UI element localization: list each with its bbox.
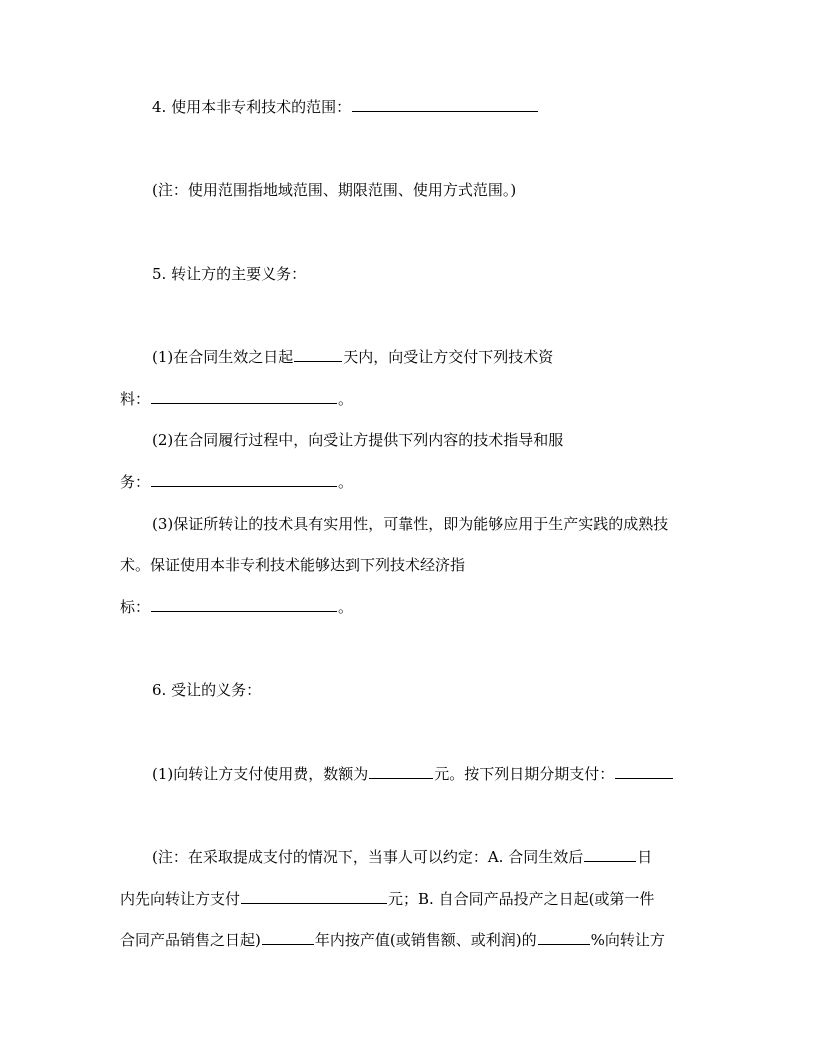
item-5-line bbox=[152, 264, 306, 284]
years-blank[interactable] bbox=[262, 930, 314, 945]
note-2-text-c: 内先向转让方支付 bbox=[120, 890, 241, 908]
days-after-effect-blank[interactable] bbox=[584, 847, 636, 862]
item-5-3-cont2-line bbox=[120, 597, 353, 617]
item-5-2-line bbox=[152, 430, 563, 450]
item-5-2-text-b: 务： bbox=[120, 473, 151, 491]
item-5-3-cont-line bbox=[120, 555, 465, 575]
prepayment-blank[interactable] bbox=[241, 889, 387, 904]
note-2-text-d: 元；B. 自合同产品投产之日起(或第一件 bbox=[388, 890, 655, 908]
period: 。 bbox=[338, 473, 354, 491]
note-2-cont-line bbox=[120, 889, 654, 909]
item-5-1-text-a: (1)在合同生效之日起 bbox=[152, 348, 294, 366]
item-5-3-text-a: (3)保证所转让的技术具有实用性，可靠性，即为能够应用于生产实践的成熟技 bbox=[152, 515, 669, 533]
item-6-1-line bbox=[152, 764, 674, 784]
note-1-line bbox=[152, 180, 516, 200]
period: 。 bbox=[338, 390, 354, 408]
note-scope: (注：使用范围指地域范围、期限范围、使用方式范围。) bbox=[152, 181, 517, 199]
item-6-line bbox=[152, 680, 261, 700]
fee-amount-blank[interactable] bbox=[369, 764, 433, 779]
payment-dates-blank[interactable] bbox=[615, 764, 673, 779]
item-4-label: 4. 使用本非专利技术的范围： bbox=[152, 98, 352, 116]
note-2-text-e: 合同产品销售之日起) bbox=[120, 931, 261, 949]
item-5-3-text-b: 术。保证使用本非专利技术能够达到下列技术经济指 bbox=[120, 556, 466, 574]
item-5-2-cont-line bbox=[120, 472, 353, 492]
item-5-1-line bbox=[152, 347, 553, 367]
item-5-label: 5. 转让方的主要义务： bbox=[152, 265, 307, 283]
item-5-1-text-c: 料： bbox=[120, 390, 151, 408]
item-6-label: 6. 受让的义务： bbox=[152, 681, 262, 699]
note-2-text-g: %向转让方 bbox=[590, 931, 665, 949]
item-5-3-text-c: 标： bbox=[120, 598, 151, 616]
note-2-cont2-line bbox=[120, 930, 665, 950]
period: 。 bbox=[338, 598, 354, 616]
indicators-blank[interactable] bbox=[151, 597, 337, 612]
item-5-1-cont-line bbox=[120, 389, 353, 409]
item-5-3-line bbox=[152, 514, 668, 534]
item-4-line bbox=[152, 97, 539, 117]
note-2-text-b: 日 bbox=[637, 848, 653, 866]
item-5-1-text-b: 天内，向受让方交付下列技术资 bbox=[343, 348, 554, 366]
item-6-1-text-b: 元。按下列日期分期支付： bbox=[434, 765, 615, 783]
materials-blank[interactable] bbox=[151, 389, 337, 404]
item-5-2-text-a: (2)在合同履行过程中，向受让方提供下列内容的技术指导和服 bbox=[152, 431, 564, 449]
days-blank[interactable] bbox=[294, 347, 342, 362]
note-2-text-a: (注：在采取提成支付的情况下，当事人可以约定：A. 合同生效后 bbox=[152, 848, 584, 866]
percent-blank[interactable] bbox=[538, 930, 590, 945]
item-6-1-text-a: (1)向转让方支付使用费，数额为 bbox=[152, 765, 369, 783]
guidance-blank[interactable] bbox=[151, 472, 337, 487]
scope-blank[interactable] bbox=[352, 97, 538, 112]
note-2-text-f: 年内按产值(或销售额、或利润)的 bbox=[314, 931, 537, 949]
note-2-line bbox=[152, 847, 652, 867]
